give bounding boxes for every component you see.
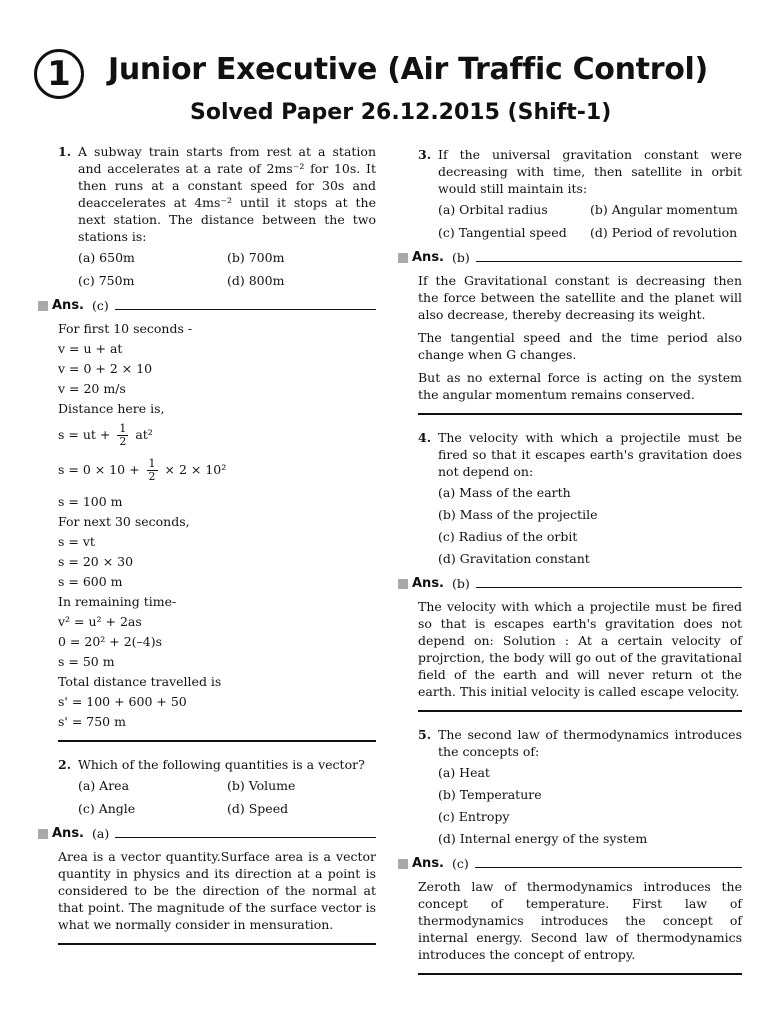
section-divider — [58, 943, 376, 945]
solution-line: s = 600 m — [58, 574, 123, 589]
question-text: If the universal gravitation constant were decreasing with time, then satellite in orbit would still maintain its: — [438, 147, 742, 196]
explanation-3-p2: The tangential speed and the time period also change when G changes. — [418, 330, 742, 362]
fraction-numerator: 1 — [119, 422, 127, 435]
solution-line: For next 30 seconds, — [58, 514, 190, 529]
solution-line: For first 10 seconds - — [58, 321, 193, 336]
answer-rule — [115, 309, 376, 310]
answer-label: Ans. — [52, 298, 84, 313]
paper-title: Junior Executive (Air Traffic Control) — [108, 52, 708, 87]
paper-number-badge: 1 — [34, 49, 84, 99]
option-a: (a) Mass of the earth — [438, 485, 571, 500]
answer-label: Ans. — [412, 576, 444, 591]
solution-line: v² = u² + 2as — [58, 614, 142, 629]
section-divider — [58, 740, 376, 742]
option-b: (b) Angular momentum — [590, 202, 738, 217]
answer-label: Ans. — [52, 826, 84, 841]
formula-part: s = ut + — [58, 427, 111, 442]
answer-row-1 — [38, 297, 376, 314]
question-4-options — [438, 484, 742, 567]
answer-value: (a) — [92, 826, 110, 841]
solution-line: v = 20 m/s — [58, 381, 126, 396]
question-2-options — [78, 777, 376, 817]
answer-rule — [475, 867, 742, 868]
option-a: (a) Area — [78, 778, 130, 793]
explanation-5: Zeroth law of thermodynamics introduces the concept of temperature. First law of thermodynamics introduces the concept of internal energy. Second law of thermodynamics introduces the concept of entropy. — [418, 879, 742, 962]
answer-marker-icon — [398, 859, 408, 869]
question-text: Which of the following quantities is a vector? — [78, 757, 365, 772]
solution-line: s = vt — [58, 534, 95, 549]
question-4 — [418, 429, 742, 480]
option-c: (c) Radius of the orbit — [438, 529, 578, 544]
option-d: (d) Internal energy of the system — [438, 831, 648, 846]
answer-rule — [476, 587, 742, 588]
explanation-4: The velocity with which a projectile must be fired so that is escapes earth's gravitation does not depend on: Solution : At a certain velocity of projrction, the body will go out of the gravitational field of the earth and will never return ot the earth. This initial velocity is called escape velocity. — [418, 599, 742, 699]
option-a: (a) 650m — [78, 250, 135, 265]
solution-line: Distance here is, — [58, 401, 165, 416]
answer-label: Ans. — [412, 856, 444, 871]
option-b: (b) Volume — [227, 778, 296, 793]
option-d: (d) Gravitation constant — [438, 551, 590, 566]
formula-part: × 2 × 10² — [164, 462, 227, 477]
fraction — [117, 423, 128, 448]
option-d: (d) Speed — [227, 801, 289, 816]
paper-header — [0, 0, 768, 140]
explanation-3-p1: If the Gravitational constant is decreasing then the force between the satellite and the planet will also decrease, thereby decreasing its weight. — [418, 273, 742, 322]
option-c: (c) Entropy — [438, 809, 510, 824]
formula-part: at² — [135, 427, 153, 442]
section-divider — [418, 710, 742, 712]
answer-marker-icon — [38, 301, 48, 311]
solution-1 — [58, 320, 376, 730]
section-divider — [418, 413, 742, 415]
option-a: (a) Heat — [438, 765, 490, 780]
solution-line: s' = 750 m — [58, 714, 126, 729]
answer-value: (c) — [92, 298, 109, 313]
question-3 — [418, 146, 742, 197]
answer-marker-icon — [38, 829, 48, 839]
answer-value: (b) — [452, 576, 470, 591]
solution-line: 0 = 20² + 2(–4)s — [58, 634, 163, 649]
solution-line: s = 100 m — [58, 494, 123, 509]
option-d: (d) Period of revolution — [590, 225, 738, 240]
question-text: The velocity with which a projectile must be fired so that it escapes earth's gravitation does not depend on: — [438, 430, 742, 479]
left-column — [52, 143, 376, 959]
solution-line: s' = 100 + 600 + 50 — [58, 694, 187, 709]
answer-label: Ans. — [412, 250, 444, 265]
fraction-numerator: 1 — [148, 457, 156, 470]
solution-line: s = 50 m — [58, 654, 115, 669]
option-a: (a) Orbital radius — [438, 202, 548, 217]
question-5 — [418, 726, 742, 760]
question-1-options — [78, 249, 376, 289]
answer-value: (c) — [452, 856, 469, 871]
answer-row-2 — [38, 825, 376, 842]
question-number: 3. — [418, 147, 432, 162]
fraction-denominator: 2 — [148, 470, 156, 483]
answer-marker-icon — [398, 253, 408, 263]
solution-line: s = 20 × 30 — [58, 554, 134, 569]
option-c: (c) Angle — [78, 801, 136, 816]
fraction-denominator: 2 — [119, 435, 127, 448]
answer-marker-icon — [398, 579, 408, 589]
question-3-options — [438, 201, 742, 241]
question-2 — [58, 756, 376, 773]
answer-row-4 — [398, 575, 742, 592]
explanation-3-p3: But as no external force is acting on the system the angular momentum remains conserved. — [418, 370, 742, 402]
paper-subtitle: Solved Paper 26.12.2015 (Shift-1) — [190, 100, 612, 125]
answer-value: (b) — [452, 250, 470, 265]
answer-rule — [115, 837, 376, 838]
solution-line: Total distance travelled is — [58, 674, 222, 689]
answer-row-5 — [398, 855, 742, 872]
option-d: (d) 800m — [227, 273, 285, 288]
question-1 — [58, 143, 376, 245]
question-5-options — [438, 764, 742, 847]
option-b: (b) 700m — [227, 250, 285, 265]
question-number: 2. — [58, 757, 72, 772]
section-divider — [418, 973, 742, 975]
formula-2 — [58, 458, 376, 483]
question-number: 5. — [418, 727, 432, 742]
option-c: (c) Tangential speed — [438, 225, 567, 240]
question-number: 4. — [418, 430, 432, 445]
question-text: A subway train starts from rest at a station and accelerates at a rate of 2ms⁻² for 10s. It then runs at a constant speed for 30s and deaccelerates at 4ms⁻² until it stops at the next station. The distance between the two stations is: — [78, 144, 376, 244]
fraction — [147, 458, 158, 483]
solution-line: In remaining time- — [58, 594, 177, 609]
explanation-2: Area is a vector quantity.Surface area is a vector quantity in physics and its direction at a point is considered to be the direction of the normal at that point. The magnitude of the surface vector is what we normally consider in mensuration. — [58, 849, 376, 932]
question-number: 1. — [58, 144, 72, 159]
option-c: (c) 750m — [78, 273, 135, 288]
answer-row-3 — [398, 249, 742, 266]
formula-1 — [58, 423, 376, 448]
answer-rule — [476, 261, 742, 262]
formula-part: s = 0 × 10 + — [58, 462, 140, 477]
solution-line: v = 0 + 2 × 10 — [58, 361, 153, 376]
question-text: The second law of thermodynamics introduces the concepts of: — [438, 727, 742, 759]
solution-line: v = u + at — [58, 341, 123, 356]
right-column — [412, 146, 742, 989]
option-b: (b) Temperature — [438, 787, 542, 802]
option-b: (b) Mass of the projectile — [438, 507, 598, 522]
